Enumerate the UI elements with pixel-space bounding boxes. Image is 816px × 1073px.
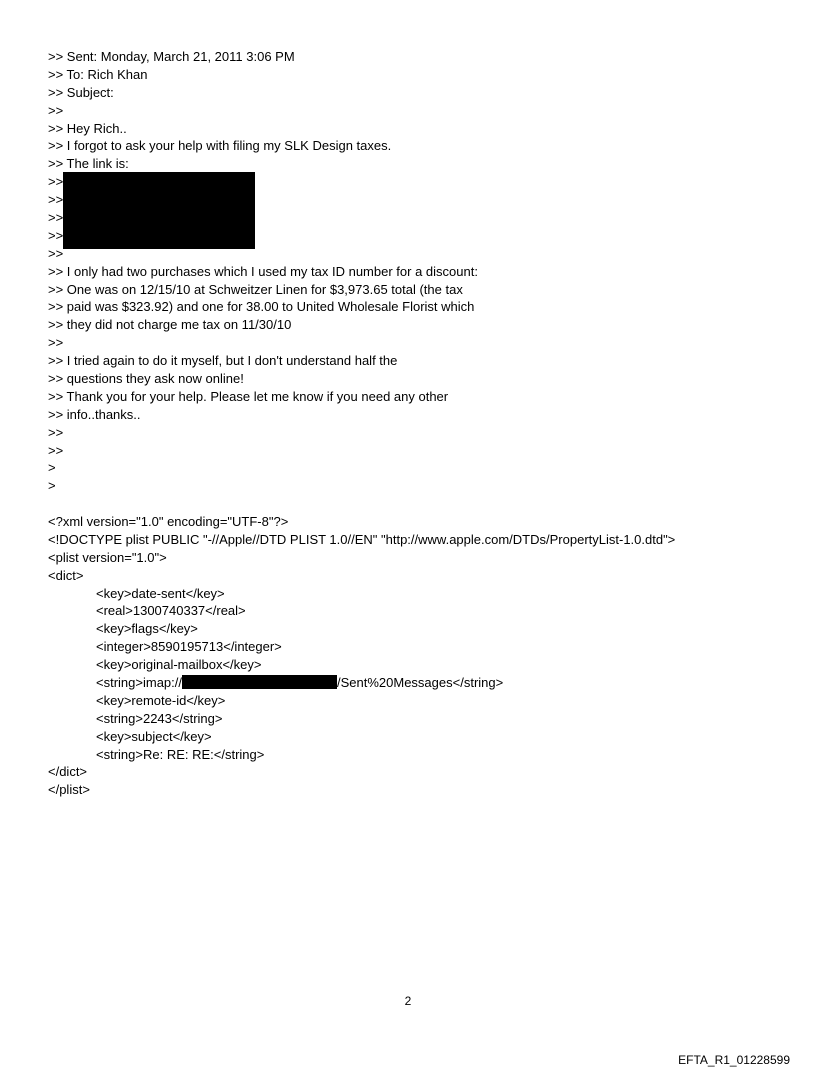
- email-line: >: [48, 460, 56, 476]
- email-line: >>: [48, 335, 64, 351]
- email-line: >>: [48, 102, 64, 118]
- document-id: EFTA_R1_01228599: [678, 1053, 790, 1067]
- page-number: 2: [404, 994, 412, 1008]
- email-line: >>: [48, 245, 64, 261]
- plist-xml: [48, 513, 788, 799]
- plist-mailbox-entry: [48, 674, 788, 692]
- email-line: >> I tried again to do it myself, but I don't understand half the: [48, 353, 398, 369]
- email-line: >> To: Rich Khan: [48, 66, 148, 82]
- plist-entry: <string>2243</string>: [96, 710, 223, 726]
- email-line: >> One was on 12/15/10 at Schweitzer Linen for $3,973.65 total (the tax: [48, 281, 463, 297]
- redaction-block: [63, 172, 255, 249]
- plist-close-tag: </plist>: [48, 782, 90, 798]
- email-line: >> Subject:: [48, 84, 114, 100]
- email-line: >> paid was $323.92) and one for 38.00 to United Wholesale Florist which: [48, 299, 475, 315]
- email-line: >> Thank you for your help. Please let me know if you need any other: [48, 388, 449, 404]
- plist-entry: <key>subject</key>: [96, 728, 212, 744]
- plist-entry: <key>flags</key>: [96, 621, 198, 637]
- email-line: >> I forgot to ask your help with filing my SLK Design taxes.: [48, 138, 392, 154]
- email-line: >> Sent: Monday, March 21, 2011 3:06 PM: [48, 49, 295, 64]
- plist-entry: <key>original-mailbox</key>: [96, 657, 262, 673]
- dict-close-tag: </dict>: [48, 764, 88, 780]
- plist-open-tag: <plist version="1.0">: [48, 549, 167, 565]
- plist-entry: <string>Re: RE: RE:</string>: [96, 746, 265, 762]
- email-line: >>: [48, 192, 64, 208]
- email-line: >>: [48, 227, 64, 243]
- dict-open-tag: <dict>: [48, 567, 84, 583]
- xml-declaration: <?xml version="1.0" encoding="UTF-8"?>: [48, 514, 289, 529]
- inline-redaction: [182, 675, 337, 689]
- email-line: >>: [48, 424, 64, 440]
- plist-entry: <key>date-sent</key>: [96, 585, 225, 601]
- email-line: >> questions they ask now online!: [48, 371, 244, 387]
- email-line: >> I only had two purchases which I used my tax ID number for a discount:: [48, 263, 478, 279]
- email-line: >>: [48, 442, 64, 458]
- email-line: >>: [48, 174, 64, 190]
- plist-entry: <real>1300740337</real>: [96, 603, 246, 619]
- email-quoted-text: [48, 48, 748, 495]
- email-line: >> The link is:: [48, 156, 129, 172]
- plist-entry: <key>remote-id</key>: [96, 692, 226, 708]
- xml-doctype: <!DOCTYPE plist PUBLIC "-//Apple//DTD PLIST 1.0//EN" "http://www.apple.com/DTDs/PropertyList-1.0.dtd">: [48, 531, 676, 547]
- email-line: >: [48, 478, 56, 494]
- email-line: >>: [48, 210, 64, 226]
- plist-entry: <integer>8590195713</integer>: [96, 639, 282, 655]
- mailbox-suffix: /Sent%20Messages</string>: [337, 675, 504, 691]
- email-line: >> they did not charge me tax on 11/30/10: [48, 317, 292, 333]
- mailbox-prefix: <string>imap://: [96, 675, 182, 691]
- email-line: >> info..thanks..: [48, 406, 141, 422]
- email-line: >> Hey Rich..: [48, 120, 127, 136]
